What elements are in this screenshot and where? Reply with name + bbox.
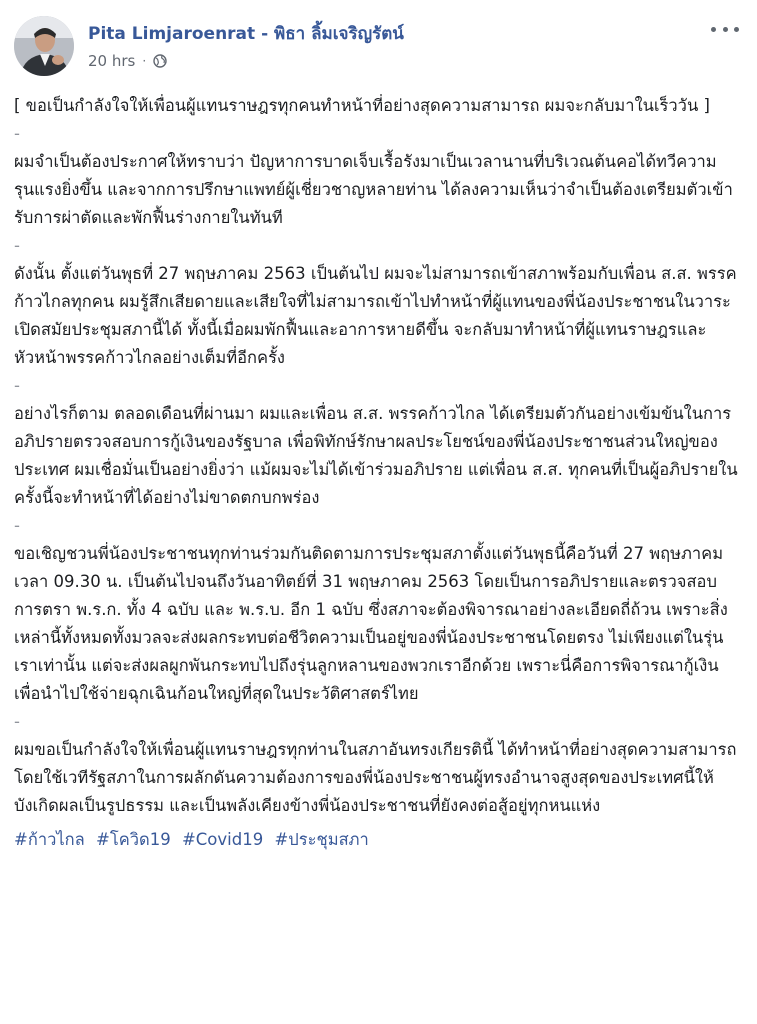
paragraph-separator: - bbox=[14, 712, 20, 731]
post-paragraph: ดังนั้น ตั้งแต่วันพุธที่ 27 พฤษภาคม 2563 เป็นต้นไป ผมจะไม่สามารถเข้าสภาพร้อมกับเพื่อน ส.ส. พรรคก้าวไกลทุกคน ผมรู้สึกเสียดายและเสียใจที่ไม่สามารถเข้าไปทำหน้าที่ผู้แทนของพี่น้องประชาชนในวาระเปิดสมัยประชุมสภานี้ได้ ทั้งนี้เมื่อผมพักฟื้นและอาการหายดีขึ้น จะกลับมาทำหน้าที่ผู้แทนราษฎรและหัวหน้าพรรคก้าวไกลอย่างเต็มที่อีกครั้ง bbox=[14, 264, 737, 367]
paragraph-separator: - bbox=[14, 124, 20, 143]
post-paragraph: [ ขอเป็นกำลังใจให้เพื่อนผู้แทนราษฎรทุกคนทำหน้าที่อย่างสุดความสามารถ ผมจะกลับมาในเร็ววัน ] bbox=[14, 96, 710, 115]
globe-icon[interactable] bbox=[153, 54, 167, 68]
profile-photo-icon bbox=[14, 16, 74, 76]
post-header bbox=[14, 14, 743, 78]
post-paragraph: ผมขอเป็นกำลังใจให้เพื่อนผู้แทนราษฎรทุกท่านในสภาอันทรงเกียรตินี้ ได้ทำหน้าที่อย่างสุดความสามารถ โดยใช้เวทีรัฐสภาในการผลักดันความต้องการของพี่น้องประชาชนผู้ทรงอำนาจสูงสุดของประเทศนี้ให้บังเกิดผลเป็นรูปธรรม และเป็นพลังเคียงข้างพี่น้องประชาชนที่ยังคงต่อสู้อยู่ทุกหนแห่ง bbox=[14, 740, 742, 815]
more-dot bbox=[723, 27, 728, 32]
more-options-icon[interactable] bbox=[711, 20, 739, 38]
paragraph-separator: - bbox=[14, 236, 20, 255]
meta-separator: · bbox=[142, 54, 147, 68]
hashtag-link[interactable]: #ก้าวไกล bbox=[14, 830, 85, 849]
avatar[interactable] bbox=[14, 16, 74, 76]
hashtag-link[interactable]: #ประชุมสภา bbox=[274, 830, 369, 849]
author-name[interactable]: Pita Limjaroenrat - พิธา ลิ้มเจริญรัตน์ bbox=[88, 24, 404, 44]
post-paragraph: อย่างไรก็ตาม ตลอดเดือนที่ผ่านมา ผมและเพื่อน ส.ส. พรรคก้าวไกล ได้เตรียมตัวกันอย่างเข้มข้นในการอภิปรายตรวจสอบการกู้เงินของรัฐบาล เพื่อพิทักษ์รักษาผลประโยชน์ของพี่น้องประชาชนส่วนใหญ่ของประเทศ ผมเชื่อมั่นเป็นอย่างยิ่งว่า แม้ผมจะไม่ได้เข้าร่วมอภิปราย แต่เพื่อน ส.ส. ทุกคนที่เป็นผู้อภิปรายในครั้งนี้จะทำหน้าที่ได้อย่างไม่ขาดตกบกพร่อง bbox=[14, 404, 738, 507]
post-body bbox=[14, 92, 742, 854]
hashtag-list bbox=[14, 826, 739, 854]
post-meta bbox=[88, 52, 167, 70]
more-dot bbox=[711, 27, 716, 32]
hashtag-link[interactable]: #Covid19 bbox=[181, 830, 264, 849]
post-timestamp[interactable]: 20 hrs bbox=[88, 52, 136, 70]
post-paragraph: ขอเชิญชวนพี่น้องประชาชนทุกท่านร่วมกันติดตามการประชุมสภาตั้งแต่วันพุธนี้คือวันที่ 27 พฤษภาคม เวลา 09.30 น. เป็นต้นไปจนถึงวันอาทิตย์ที่ 31 พฤษภาคม 2563 โดยเป็นการอภิปรายและตรวจสอบการตรา พ.ร.ก. ทั้ง 4 ฉบับ และ พ.ร.บ. อีก 1 ฉบับ ซึ่งสภาจะต้องพิจารณาอย่างละเอียดถี่ถ้วน เพราะสิ่งเหล่านี้ทั้งหมดทั้งมวลจะส่งผลกระทบต่อชีวิตความเป็นอยู่ของพี่น้องประชาชนโดยตรง ไม่เพียงแต่ในรุ่นเราเท่านั้น แต่จะส่งผลผูกพันกระทบไปถึงรุ่นลูกหลานของพวกเราอีกด้วย เพราะนี่คือการพิจารณากู้เงินเพื่อนำไปใช้จ่ายฉุกเฉินก้อนใหญ่ที่สุดในประวัติศาสตร์ไทย bbox=[14, 544, 729, 703]
paragraph-separator: - bbox=[14, 516, 20, 535]
hashtag-link[interactable]: #โควิด19 bbox=[96, 830, 171, 849]
more-dot bbox=[734, 27, 739, 32]
paragraph-separator: - bbox=[14, 376, 20, 395]
post-paragraph: ผมจำเป็นต้องประกาศให้ทราบว่า ปัญหาการบาดเจ็บเรื้อรังมาเป็นเวลานานที่บริเวณต้นคอได้ทวีความรุนแรงยิ่งขึ้น และจากการปรึกษาแพทย์ผู้เชี่ยวชาญหลายท่าน ได้ลงความเห็นว่าจำเป็นต้องเตรียมตัวเข้ารับการผ่าตัดและพักฟื้นร่างกายในทันที bbox=[14, 152, 733, 227]
